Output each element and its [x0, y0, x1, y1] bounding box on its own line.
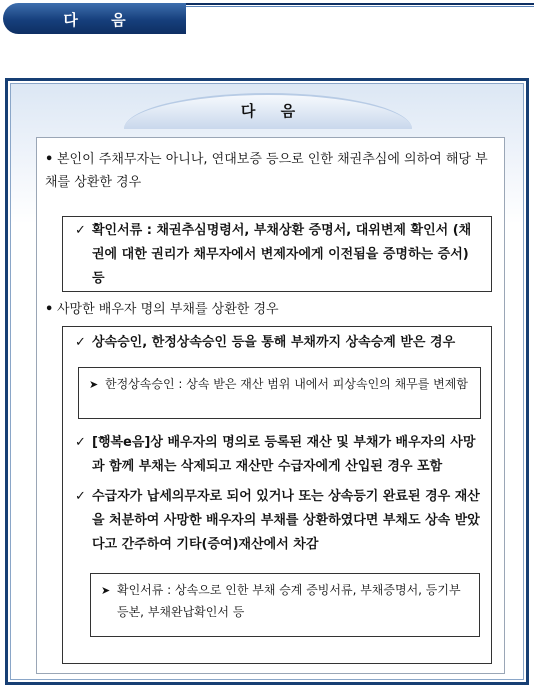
- check-box: [62, 326, 492, 664]
- bullet-text: 사망한 배우자 명의 부채를 상환한 경우: [57, 302, 279, 317]
- check-mark-icon: ✓: [75, 223, 86, 238]
- header-title: 다 음: [63, 11, 140, 29]
- check-text: [행복e음]상 배우자의 명의로 등록된 재산 및 부채가 배우자의 사망과 함께 부채는 삭제되고 재산만 수급자에게 산입된 경우 포함: [92, 435, 476, 474]
- bullet-item: [45, 298, 493, 321]
- bullet-text: 본인이 주채무자는 아니나, 연대보증 등으로 인한 채권추심에 의하여 해당 부채를 상환한 경우: [45, 152, 488, 190]
- check-item: [75, 219, 480, 291]
- sub-note-box: [90, 573, 480, 637]
- panel-title: 다 음: [240, 102, 306, 120]
- frame-inner: [10, 83, 524, 680]
- check-item: [75, 485, 480, 557]
- sub-note-text: 한정상속승인 : 상속 받은 재산 범위 내에서 피상속인의 채무를 변제함: [105, 377, 468, 391]
- top-header: [0, 0, 534, 40]
- check-mark-icon: ✓: [75, 335, 86, 350]
- sub-note-box: [78, 367, 481, 419]
- bullet-item: [45, 148, 493, 194]
- check-mark-icon: ✓: [75, 435, 86, 450]
- header-rule-thin: [150, 6, 534, 7]
- sub-note-text: 확인서류 : 상속으로 인한 부채 승계 증빙서류, 부채증명서, 등기부등본, 부채완납확인서 등: [117, 583, 461, 619]
- check-box: [62, 216, 492, 292]
- arrow-right-icon: ➤: [89, 378, 99, 391]
- header-rule: [150, 3, 534, 5]
- content-frame: [5, 78, 529, 685]
- arrow-right-icon: ➤: [101, 584, 111, 597]
- check-item: [75, 331, 480, 355]
- bullet-dot-icon: •: [45, 302, 54, 317]
- check-text: 수급자가 납세의무자로 되어 있거나 또는 상속등기 완료된 경우 재산을 처분하여 사망한 배우자의 부채를 상환하였다면 부채도 상속 받았다고 간주하여 기타(증여)재산에서 차감: [92, 489, 480, 552]
- check-text: 상속승인, 한정상속승인 등을 통해 부채까지 상속승계 받은 경우: [92, 335, 456, 350]
- check-mark-icon: ✓: [75, 489, 86, 504]
- check-item: [75, 431, 480, 479]
- content-area: [36, 137, 505, 674]
- check-text: 확인서류 : 채권추심명령서, 부채상환 증명서, 대위변제 확인서 (채권에 대한 권리가 채무자에서 변제자에게 이전됨을 증명하는 증서) 등: [92, 223, 472, 286]
- bullet-dot-icon: •: [45, 152, 54, 167]
- header-tab: [3, 3, 186, 34]
